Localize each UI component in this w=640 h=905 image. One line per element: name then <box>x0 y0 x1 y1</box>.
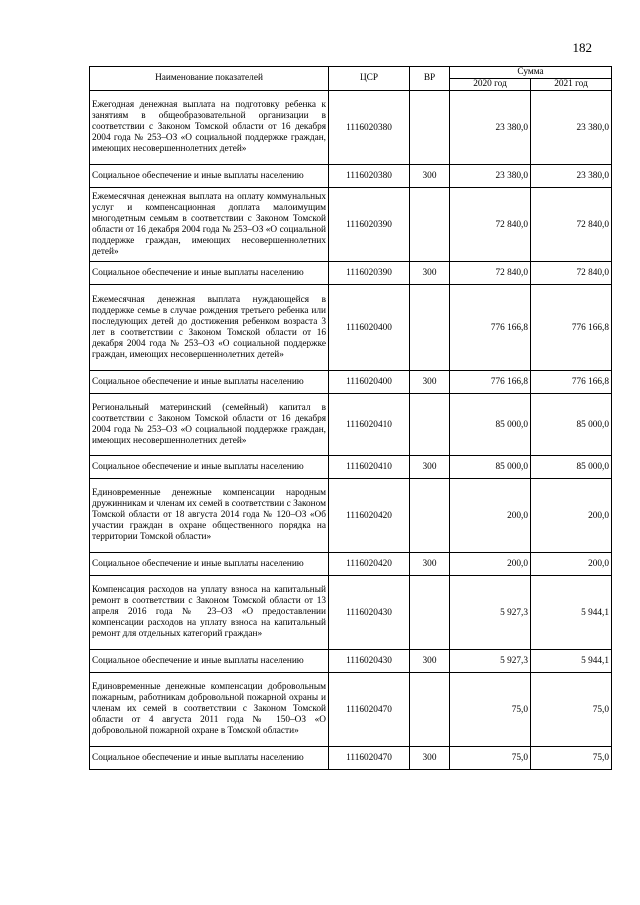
table-header <box>90 67 612 91</box>
row-name-cell: Региональный материнский (семейный) капитал в соответствии с Законом Томской области от 16 декабря 2004 года № 253–ОЗ «О социальной поддержке граждан, имеющих несовершеннолетних детей» <box>90 394 329 456</box>
row-2020-cell: 776 166,8 <box>450 371 531 394</box>
row-2021-cell: 200,0 <box>531 553 612 576</box>
row-name-cell: Единовременные денежные компенсации народным дружинникам и членам их семей в соответствии с Законом Томской области от 18 августа 2014 года № 120–ОЗ «Об участии граждан в охране общественного порядка на территории Томской области» <box>90 479 329 553</box>
row-vr-cell <box>410 91 450 165</box>
row-2021-cell: 75,0 <box>531 673 612 747</box>
row-2020-cell: 5 927,3 <box>450 650 531 673</box>
row-name-cell: Ежемесячная денежная выплата нуждающейся в поддержке семье в случае рождения третьего ребенка или последующих детей до достижения ребенком возраста 3 лет в соответствии с Законом Томской области от 16 декабря 2004 года № 253–ОЗ «О социальной поддержке граждан, имеющих несовершеннолетних детей» <box>90 285 329 371</box>
row-2021-cell: 85 000,0 <box>531 394 612 456</box>
row-csr-cell: 1116020380 <box>329 165 410 188</box>
header-year-2020: 2020 год <box>450 79 531 91</box>
header-year-2021: 2021 год <box>531 79 612 91</box>
row-vr-cell <box>410 479 450 553</box>
header-sum: Сумма <box>450 67 612 79</box>
row-vr-cell <box>410 285 450 371</box>
row-name-cell: Социальное обеспечение и иные выплаты населению <box>90 371 329 394</box>
row-name-cell: Социальное обеспечение и иные выплаты населению <box>90 553 329 576</box>
row-name-cell: Социальное обеспечение и иные выплаты населению <box>90 165 329 188</box>
row-csr-cell: 1116020390 <box>329 262 410 285</box>
row-csr-cell: 1116020400 <box>329 371 410 394</box>
table-row <box>90 188 612 262</box>
table-body <box>90 91 612 770</box>
header-name: Наименование показателей <box>90 67 329 91</box>
row-csr-cell: 1116020400 <box>329 285 410 371</box>
row-csr-cell: 1116020390 <box>329 188 410 262</box>
row-2021-cell: 23 380,0 <box>531 91 612 165</box>
row-vr-cell: 300 <box>410 262 450 285</box>
budget-table <box>89 66 612 770</box>
table-row <box>90 394 612 456</box>
row-2020-cell: 85 000,0 <box>450 394 531 456</box>
row-vr-cell: 300 <box>410 747 450 770</box>
row-vr-cell <box>410 576 450 650</box>
row-2021-cell: 85 000,0 <box>531 456 612 479</box>
row-name-cell: Ежемесячная денежная выплата на оплату коммунальных услуг и компенсационная доплата малоимущим многодетным семьям в соответствии с Законом Томской области от 16 декабря 2004 года № 253–ОЗ «О социальной поддержке граждан, имеющих несовершеннолетних детей» <box>90 188 329 262</box>
table-row <box>90 285 612 371</box>
row-csr-cell: 1116020430 <box>329 576 410 650</box>
row-vr-cell: 300 <box>410 165 450 188</box>
header-vr: ВР <box>410 67 450 91</box>
row-csr-cell: 1116020430 <box>329 650 410 673</box>
table-row <box>90 576 612 650</box>
row-name-cell: Социальное обеспечение и иные выплаты населению <box>90 747 329 770</box>
row-2021-cell: 776 166,8 <box>531 285 612 371</box>
row-name-cell: Ежегодная денежная выплата на подготовку ребенка к занятиям в общеобразовательной организации в соответствии с Законом Томской области от 16 декабря 2004 года № 253–ОЗ «О социальной поддержке граждан, имеющих несовершеннолетних детей» <box>90 91 329 165</box>
row-csr-cell: 1116020470 <box>329 747 410 770</box>
table-row <box>90 479 612 553</box>
row-2021-cell: 776 166,8 <box>531 371 612 394</box>
row-2021-cell: 72 840,0 <box>531 188 612 262</box>
row-2020-cell: 72 840,0 <box>450 188 531 262</box>
row-vr-cell <box>410 673 450 747</box>
page-number: 182 <box>572 40 592 55</box>
row-2021-cell: 72 840,0 <box>531 262 612 285</box>
row-name-cell: Компенсация расходов на уплату взноса на капитальный ремонт в соответствии с Законом Томской области от 13 апреля 2016 года № 23–ОЗ «О предоставлении компенсации расходов на уплату взноса на капитальный ремонт для отдельных категорий граждан» <box>90 576 329 650</box>
table-row <box>90 456 612 479</box>
row-vr-cell: 300 <box>410 456 450 479</box>
row-vr-cell <box>410 188 450 262</box>
row-csr-cell: 1116020470 <box>329 673 410 747</box>
table-row <box>90 262 612 285</box>
table-row <box>90 165 612 188</box>
row-csr-cell: 1116020420 <box>329 479 410 553</box>
row-vr-cell <box>410 394 450 456</box>
row-2021-cell: 5 944,1 <box>531 650 612 673</box>
row-2020-cell: 75,0 <box>450 673 531 747</box>
row-vr-cell: 300 <box>410 371 450 394</box>
row-2020-cell: 72 840,0 <box>450 262 531 285</box>
row-2020-cell: 776 166,8 <box>450 285 531 371</box>
row-name-cell: Социальное обеспечение и иные выплаты населению <box>90 650 329 673</box>
row-2020-cell: 75,0 <box>450 747 531 770</box>
row-2021-cell: 75,0 <box>531 747 612 770</box>
row-2020-cell: 200,0 <box>450 553 531 576</box>
row-2020-cell: 5 927,3 <box>450 576 531 650</box>
header-csr: ЦСР <box>329 67 410 91</box>
row-name-cell: Социальное обеспечение и иные выплаты населению <box>90 262 329 285</box>
row-2021-cell: 5 944,1 <box>531 576 612 650</box>
row-2020-cell: 23 380,0 <box>450 165 531 188</box>
row-2021-cell: 23 380,0 <box>531 165 612 188</box>
row-csr-cell: 1116020410 <box>329 456 410 479</box>
table-row <box>90 91 612 165</box>
row-2020-cell: 23 380,0 <box>450 91 531 165</box>
row-vr-cell: 300 <box>410 553 450 576</box>
table-row <box>90 371 612 394</box>
row-vr-cell: 300 <box>410 650 450 673</box>
table-row <box>90 747 612 770</box>
table-row <box>90 650 612 673</box>
row-csr-cell: 1116020420 <box>329 553 410 576</box>
row-2021-cell: 200,0 <box>531 479 612 553</box>
row-csr-cell: 1116020380 <box>329 91 410 165</box>
row-name-cell: Социальное обеспечение и иные выплаты населению <box>90 456 329 479</box>
row-name-cell: Единовременные денежные компенсации добровольным пожарным, работникам добровольной пожарной охраны и членам их семей в соответствии с Законом Томской области от 4 августа 2011 года № 150–ОЗ «О добровольной пожарной охране в Томской области» <box>90 673 329 747</box>
row-csr-cell: 1116020410 <box>329 394 410 456</box>
table-row <box>90 673 612 747</box>
row-2020-cell: 200,0 <box>450 479 531 553</box>
row-2020-cell: 85 000,0 <box>450 456 531 479</box>
table-row <box>90 553 612 576</box>
